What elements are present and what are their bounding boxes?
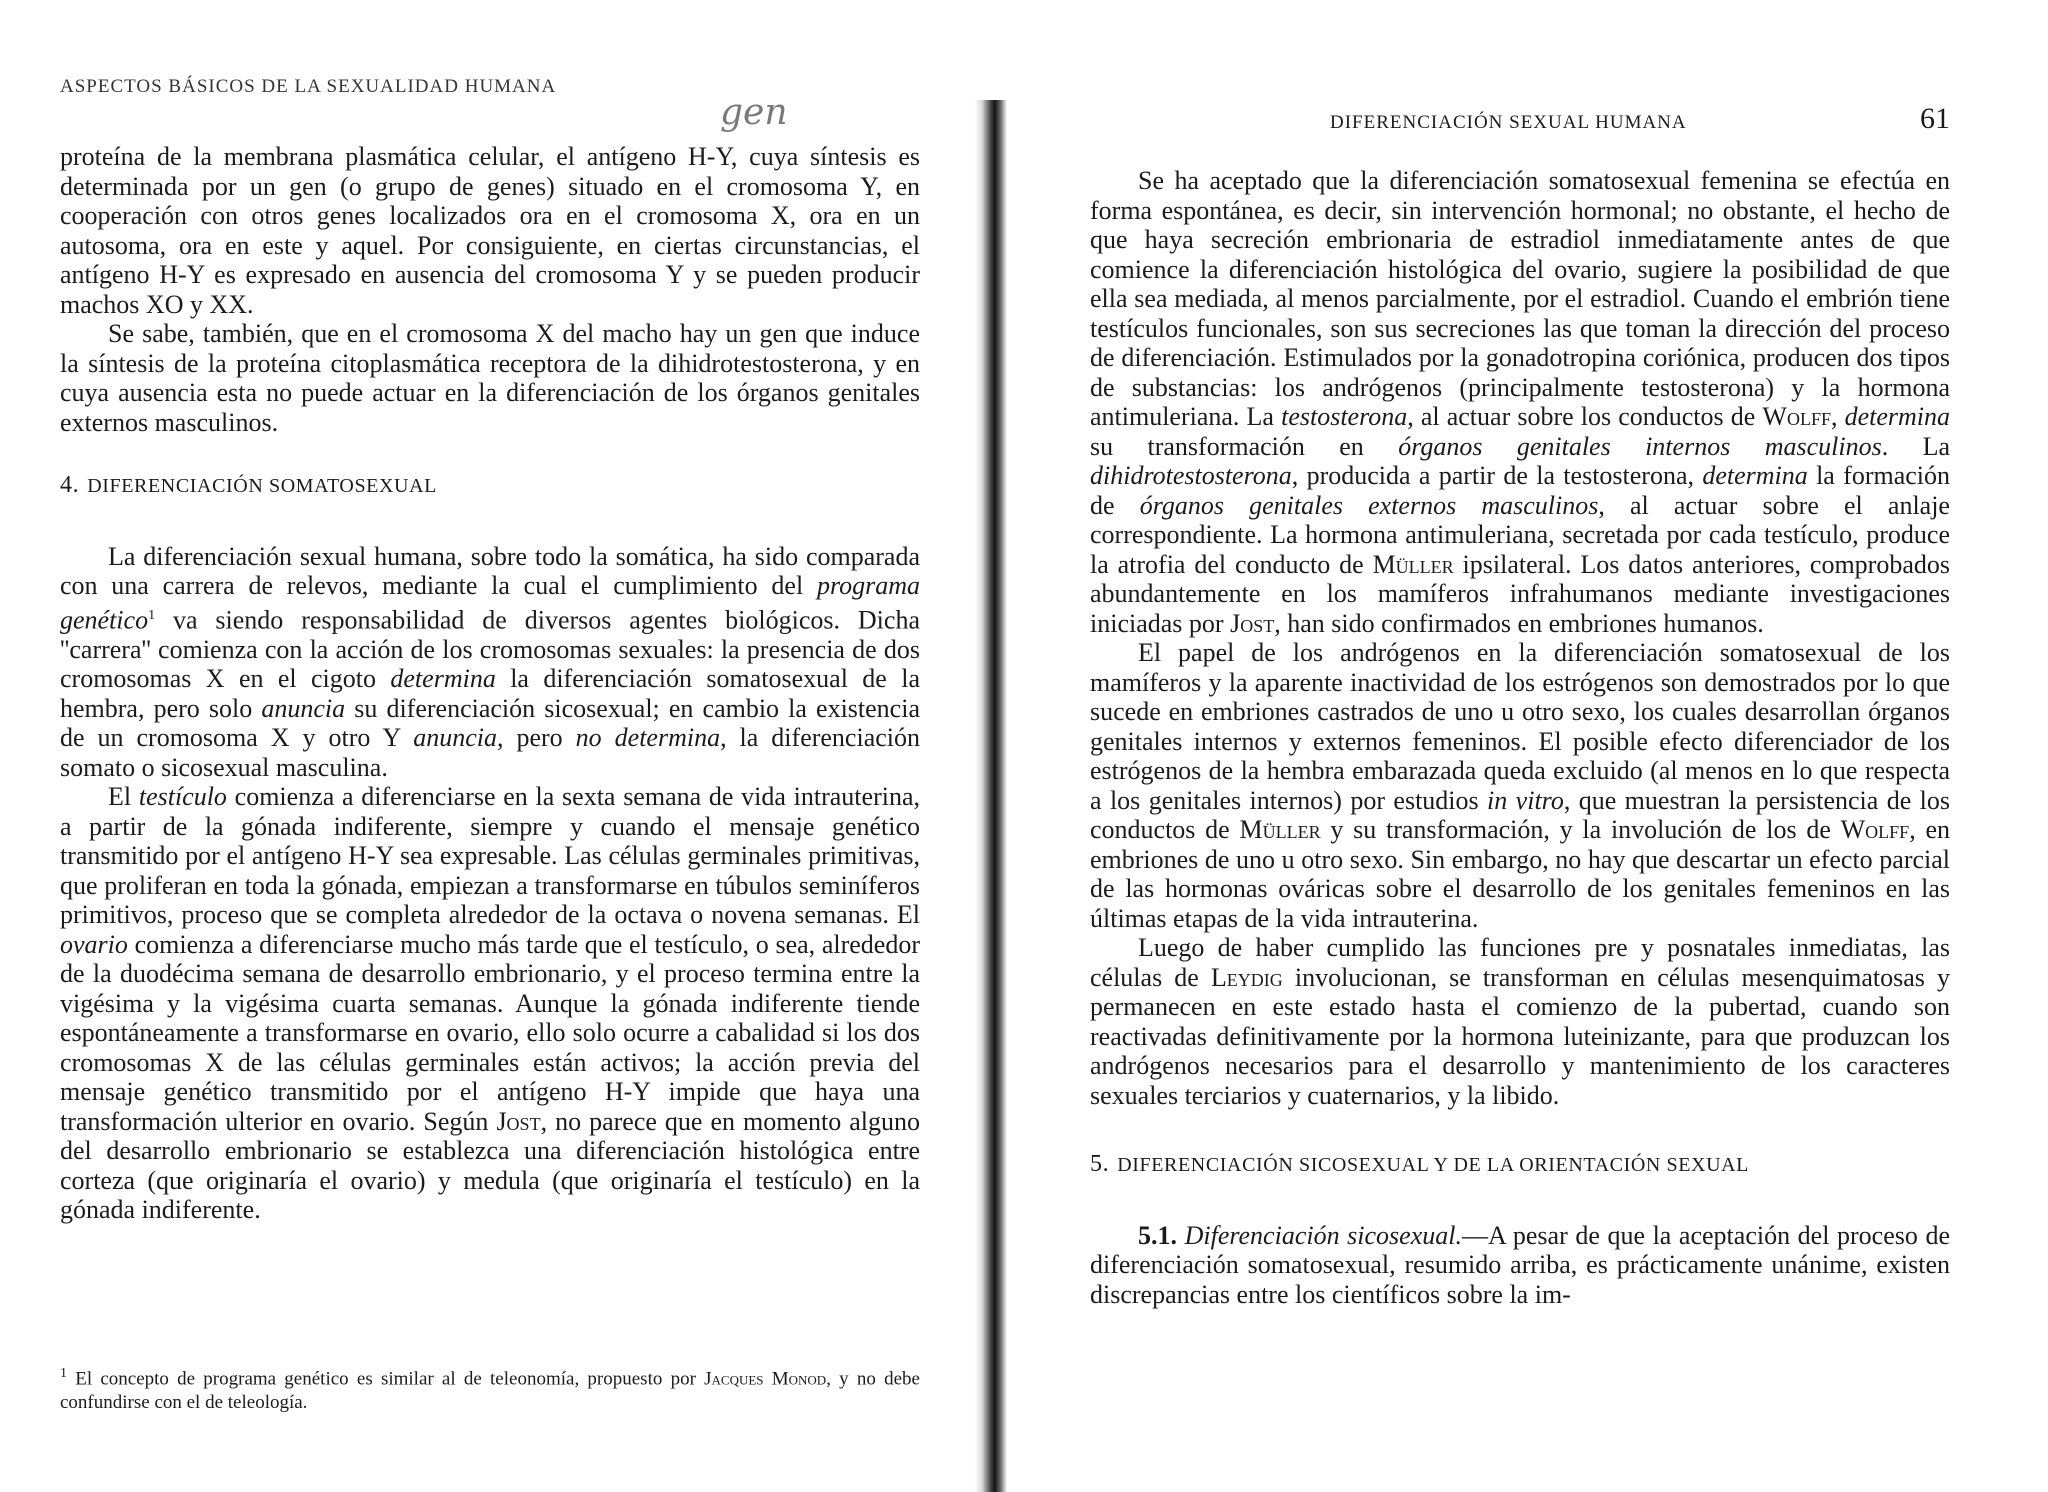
text-run: Luego de haber cumplido las funciones pre y posnatales inmediatas, las células de bbox=[1090, 933, 1950, 992]
section-5-heading bbox=[1090, 1150, 1950, 1181]
subsection-number: 5.1. bbox=[1138, 1220, 1177, 1250]
emphasis: in vitro bbox=[1487, 785, 1564, 815]
section-5-number: 5. bbox=[1090, 1151, 1110, 1177]
author-name: Müller bbox=[1239, 815, 1321, 844]
text-run: la formación de bbox=[1090, 461, 1951, 520]
author-name: Jacques Monod bbox=[704, 1368, 827, 1390]
text-run: , la diferenciación somato o sicosexual masculina. bbox=[60, 723, 920, 782]
emphasis: anuncia bbox=[261, 693, 346, 723]
emphasis: determina bbox=[1844, 402, 1951, 431]
right-page bbox=[1090, 0, 1950, 1492]
right-running-head: DIFERENCIACIÓN SEXUAL HUMANA bbox=[1330, 112, 1687, 133]
section-4-number: 4. bbox=[60, 472, 80, 498]
section-4-paragraph-2 bbox=[60, 782, 920, 1225]
right-paragraph-2 bbox=[1090, 638, 1950, 933]
text-run: su transformación en bbox=[1090, 431, 1399, 461]
section-4-heading bbox=[60, 471, 920, 502]
text-run: , al actuar sobre el anlaje correspondiente. La hormona antimuleriana, secretada por cada testículo, produce la atrofia del conducto de bbox=[1090, 490, 1950, 579]
text-run: —A pesar de que la aceptación del proceso de diferenciación somatosexual, resumido arriba, es prácticamente unánime, existen discrepancias entre los científicos sobre la im- bbox=[1090, 1220, 1950, 1309]
text-run: y su transformación, y la involución de los de bbox=[1320, 815, 1841, 844]
emphasis: órganos genitales externos masculinos bbox=[1139, 490, 1599, 520]
author-name: Wolff bbox=[1840, 815, 1910, 844]
text-run: , han sido confirmados en embriones humanos. bbox=[1274, 608, 1764, 638]
text-run: su diferenciación sicosexual; en cambio la existencia de un cromosoma X y otro Y bbox=[60, 693, 920, 753]
text-run: comienza a diferenciarse mucho más tarde que el testículo, o sea, alrededor de la duodécima semana de desarrollo embrionario, y el proceso termina entre la vigésima y la vigésima cuarta semanas. Aunque la gónada indiferente tiende espontáneamente a transformarse en ovario, ello solo ocurre a cabalidad si los dos cromosomas X de las células germinales están activos; la acción previa del mensaje genético transmitido por el antígeno H-Y impide que haya una transformación ulterior en ovario. Según bbox=[60, 929, 920, 1136]
footnote-ref: 1 bbox=[148, 607, 156, 623]
text-run: comienza a diferenciarse en la sexta semana de vida intrauterina, a partir de la gónada indiferente, siempre y cuando el mensaje genético transmitido por el antígeno H-Y sea expresable. Las células germinales primitivas, que proliferan en toda la gónada, empiezan a transformarse en túbulos seminíferos primitivos, proceso que se completa alrededor de la octava o novena semanas. El bbox=[60, 782, 920, 930]
page-number: 61 bbox=[1920, 102, 1950, 135]
right-paragraph-3 bbox=[1090, 933, 1950, 1110]
text-run: Se ha aceptado que la diferenciación somatosexual femenina se efectúa en forma espontánea, es decir, sin intervención hormonal; no obstante, el hecho de que haya secreción embrionaria de estradiol inmediatamente antes de que comience la diferenciación histológica del ovario, sugiere la posibilidad de que ella sea mediada, al menos parcialmente, por el estradiol. Cuando el embrión tiene testículos funcionales, son sus secreciones las que toman la dirección del proceso de diferenciación. Estimulados por la gonadotropina coriónica, producen dos tipos de substancias: los andrógenos (principalmente testosterona) y la hormona antimuleriana. La bbox=[1090, 166, 1950, 431]
author-name: Jost bbox=[1230, 608, 1275, 638]
text-run: El concepto de programa genético es similar al de teleonomía, propuesto por bbox=[67, 1368, 705, 1390]
left-paragraph-1: proteína de la membrana plasmática celular, el antígeno H-Y, cuya síntesis es determinada por un gen (o grupo de genes) situado en el cromosoma Y, en cooperación con otros genes localizados ora en el cromosoma X, ora en un autosoma, ora en este y aquel. Por consiguiente, en ciertas circunstancias, el antígeno H-Y es expresado en ausencia del cromosoma Y y se pueden producir machos XO y XX. bbox=[60, 142, 920, 319]
text-run: El bbox=[108, 782, 139, 812]
text-run: , al actuar sobre los conductos de bbox=[1407, 402, 1763, 431]
text-run: , bbox=[1830, 402, 1845, 431]
author-name: Wolff bbox=[1762, 402, 1831, 431]
left-running-head-text: ASPECTOS BÁSICOS DE LA SEXUALIDAD HUMANA bbox=[60, 76, 557, 97]
left-paragraph-2: Se sabe, también, que en el cromosoma X del macho hay un gen que induce la síntesis de la proteína citoplasmática receptora de la dihidrotestosterona, y en cuya ausencia esta no puede actuar en la diferenciación de los órganos genitales externos masculinos. bbox=[60, 319, 920, 437]
subsection-title: Diferenciación sicosexual. bbox=[1184, 1220, 1462, 1250]
text-run: , que muestran la persistencia de los conductos de bbox=[1090, 785, 1950, 844]
author-name: Jost bbox=[496, 1106, 541, 1136]
left-running-head bbox=[60, 76, 920, 99]
book-gutter-shadow bbox=[975, 100, 1007, 1492]
emphasis: determina bbox=[390, 664, 496, 694]
author-name: Leydig bbox=[1210, 962, 1283, 992]
text-run: , y no debe confundirse con el de teleología. bbox=[60, 1368, 920, 1414]
section-4-title: DIFERENCIACIÓN SOMATOSEXUAL bbox=[87, 475, 437, 497]
emphasis: testosterona bbox=[1281, 402, 1408, 431]
emphasis: ovario bbox=[60, 929, 128, 959]
right-body bbox=[1090, 166, 1950, 1309]
text-run: El papel de los andrógenos en la diferenciación somatosexual de los mamíferos y la aparente inactividad de los estrógenos son demostrados por lo que sucede en embriones castrados de uno u otro sexo, los cuales desarrollan órganos genitales internos y externos femeninos. El posible efecto diferenciador de los estrógenos de la hembra embarazada queda excluido (al menos en lo que respecta a los genitales internos) por estudios bbox=[1090, 638, 1950, 815]
text-run: , en embriones de uno u otro sexo. Sin embargo, no hay que descartar un efecto parcial de las hormonas ováricas sobre el desarrollo de los genitales femeninos en las últimas etapas de la vida intrauterina. bbox=[1090, 815, 1951, 933]
text-run: , producida a partir de la testosterona, bbox=[1291, 461, 1703, 490]
emphasis: determina bbox=[1702, 461, 1808, 490]
text-run: La diferenciación sexual humana, sobre todo la somática, ha sido comparada con una carrera de relevos, mediante la cual el cumplimiento del bbox=[60, 541, 920, 600]
emphasis: programa genético bbox=[60, 571, 920, 635]
handwritten-note: gen bbox=[720, 92, 788, 133]
footnote-mark: 1 bbox=[60, 1366, 67, 1381]
text-run: , pero bbox=[497, 723, 576, 753]
emphasis: dihidrotestosterona bbox=[1090, 461, 1292, 490]
right-paragraph-1 bbox=[1090, 166, 1950, 638]
subsection-5-1-paragraph bbox=[1090, 1221, 1950, 1310]
emphasis: órganos genitales internos masculinos bbox=[1398, 431, 1882, 461]
text-run: ipsilateral. Los datos anteriores, comprobados abundantemente en los mamíferos infrahumanos mediante investigaciones iniciadas por bbox=[1090, 549, 1950, 638]
text-run: , no parece que en momento alguno del desarrollo embrionario se establezca una diferenciación histológica entre corteza (que originaría el ovario) y medula (que originaría el testículo) en la gónada indiferente. bbox=[60, 1106, 921, 1225]
footnote bbox=[60, 1362, 920, 1415]
emphasis: anuncia bbox=[413, 723, 497, 753]
text-run: involucionan, se transforman en células mesenquimatosas y permanecen en este estado hasta el comienzo de la pubertad, cuando son reactivadas definitivamente por la hormona luteinizante, para que produzcan los andrógenos necesarios para el desarrollo y mantenimiento de los caracteres sexuales terciarios y cuaternarios, y la libido. bbox=[1090, 962, 1950, 1110]
left-page bbox=[60, 0, 920, 1492]
author-name: Müller bbox=[1372, 549, 1454, 579]
left-body bbox=[60, 142, 920, 1225]
section-5-title: DIFERENCIACIÓN SICOSEXUAL Y DE LA ORIENTACIÓN SEXUAL bbox=[1117, 1154, 1749, 1176]
text-run: . La bbox=[1881, 431, 1951, 461]
text-run: va siendo responsabilidad de diversos agentes biológicos. Dicha ''carrera'' comienza con la acción de los cromosomas sexuales: la presencia de dos cromosomas X en el cigoto bbox=[60, 605, 920, 694]
section-4-paragraph-1 bbox=[60, 542, 920, 783]
text-run: la diferenciación somatosexual de la hembra, pero solo bbox=[60, 664, 920, 723]
emphasis: testículo bbox=[138, 782, 227, 812]
emphasis: no determina bbox=[575, 723, 721, 753]
